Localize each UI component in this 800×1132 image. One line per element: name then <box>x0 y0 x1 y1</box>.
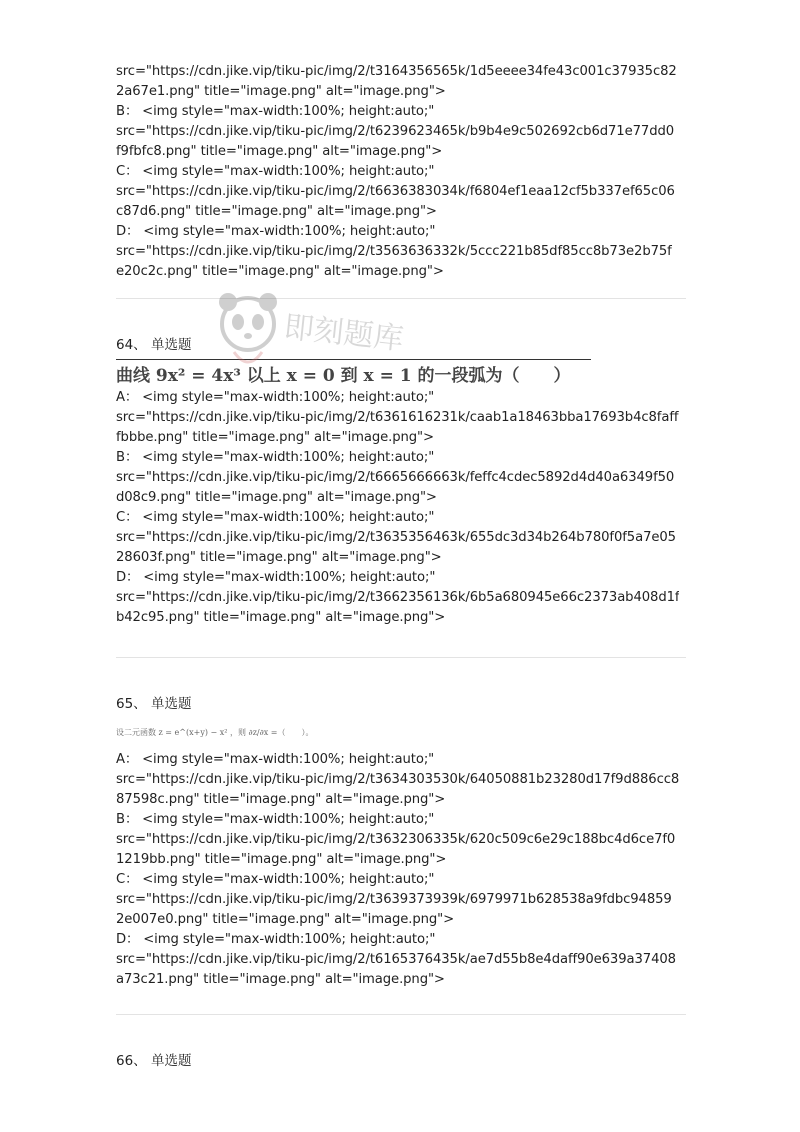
option-text-line: 28603f.png" title="image.png" alt="image.png"> <box>116 550 442 565</box>
option-text-line: src="https://cdn.jike.vip/tiku-pic/img/2/t3639373939k/6979971b628538a9fdbc94859 <box>116 892 672 907</box>
previous-question-options <box>116 62 677 282</box>
option-text-line: src="https://cdn.jike.vip/tiku-pic/img/2/t3634303530k/64050881b23280d17f9d886cc8 <box>116 772 680 787</box>
option-c: C： <img style="max-width:100%; height:auto;" <box>116 164 435 179</box>
option-text-line: src="https://cdn.jike.vip/tiku-pic/img/2/t3632306335k/620c509c6e29c188bc4d6ce7f0 <box>116 832 676 847</box>
question-header: 65、 单选题 <box>116 696 192 712</box>
option-d: D： <img style="max-width:100%; height:auto;" <box>116 224 436 239</box>
option-text-line: 87598c.png" title="image.png" alt="image.png"> <box>116 792 446 807</box>
option-text-line: src="https://cdn.jike.vip/tiku-pic/img/2/t3662356136k/6b5a680945e66c2373ab408d1f <box>116 590 680 605</box>
question-66 <box>116 1051 191 1071</box>
option-text-line: f9fbfc8.png" title="image.png" alt="image.png"> <box>116 144 443 159</box>
option-d: D： <img style="max-width:100%; height:auto;" <box>116 932 436 947</box>
option-text-line: src="https://cdn.jike.vip/tiku-pic/img/2/t3563636332k/5ccc221b85df85cc8b73e2b75f <box>116 244 672 259</box>
option-text-line: src="https://cdn.jike.vip/tiku-pic/img/2/t6361616231k/caab1a18463bba17693b4c8faff <box>116 410 679 425</box>
option-text-line: 1219bb.png" title="image.png" alt="image.png"> <box>116 852 447 867</box>
option-b: B： <img style="max-width:100%; height:auto;" <box>116 104 435 119</box>
option-text-line: src="https://cdn.jike.vip/tiku-pic/img/2/t6636383034k/f6804ef1eaa12cf5b337ef65c06 <box>116 184 675 199</box>
question-divider <box>116 298 686 299</box>
option-c: C： <img style="max-width:100%; height:auto;" <box>116 872 435 887</box>
option-text-line: fbbbe.png" title="image.png" alt="image.png"> <box>116 430 434 445</box>
option-text-line: b42c95.png" title="image.png" alt="image.png"> <box>116 610 446 625</box>
option-b: B： <img style="max-width:100%; height:auto;" <box>116 812 435 827</box>
option-text-line: src="https://cdn.jike.vip/tiku-pic/img/2/t6165376435k/ae7d55b8e4daff90e639a37408 <box>116 952 676 967</box>
question-64 <box>116 335 679 628</box>
option-b: B： <img style="max-width:100%; height:auto;" <box>116 450 435 465</box>
option-text-line: src="https://cdn.jike.vip/tiku-pic/img/2/t6239623465k/b9b4e9c502692cb6d71e77dd0 <box>116 124 675 139</box>
question-image-border <box>116 359 591 360</box>
option-text-line: c87d6.png" title="image.png" alt="image.png"> <box>116 204 437 219</box>
option-text-line: 2e007e0.png" title="image.png" alt="image.png"> <box>116 912 455 927</box>
option-text-line: 2a67e1.png" title="image.png" alt="image.png"> <box>116 84 446 99</box>
watermark-text: 即刻题库 <box>282 309 406 358</box>
option-c: C： <img style="max-width:100%; height:auto;" <box>116 510 435 525</box>
question-divider <box>116 657 686 658</box>
question-65 <box>116 694 679 990</box>
question-divider <box>116 1014 686 1015</box>
option-text-line: src="https://cdn.jike.vip/tiku-pic/img/2/t6665666663k/feffc4cdec5892d4d40a6349f50 <box>116 470 675 485</box>
option-a: A： <img style="max-width:100%; height:auto;" <box>116 390 435 405</box>
option-text-line: d08c9.png" title="image.png" alt="image.png"> <box>116 490 437 505</box>
question-header: 64、 单选题 <box>116 337 192 353</box>
question-image-text: 设二元函数 z = e^(x+y) − x² ，则 ∂z/∂x =（ ）。 <box>116 728 314 737</box>
option-a: A： <img style="max-width:100%; height:auto;" <box>116 752 435 767</box>
question-image-text: 曲线 9x² = 4x³ 以上 x = 0 到 x = 1 的一段弧为（ ） <box>116 366 571 386</box>
option-d: D： <img style="max-width:100%; height:auto;" <box>116 570 436 585</box>
option-text-line: src="https://cdn.jike.vip/tiku-pic/img/2/t3164356565k/1d5eeee34fe43c001c37935c82 <box>116 64 677 79</box>
option-text-line: a73c21.png" title="image.png" alt="image.png"> <box>116 972 445 987</box>
option-text-line: e20c2c.png" title="image.png" alt="image.png"> <box>116 264 444 279</box>
option-text-line: src="https://cdn.jike.vip/tiku-pic/img/2/t3635356463k/655dc3d34b264b780f0f5a7e05 <box>116 530 676 545</box>
question-header: 66、 单选题 <box>116 1053 192 1069</box>
